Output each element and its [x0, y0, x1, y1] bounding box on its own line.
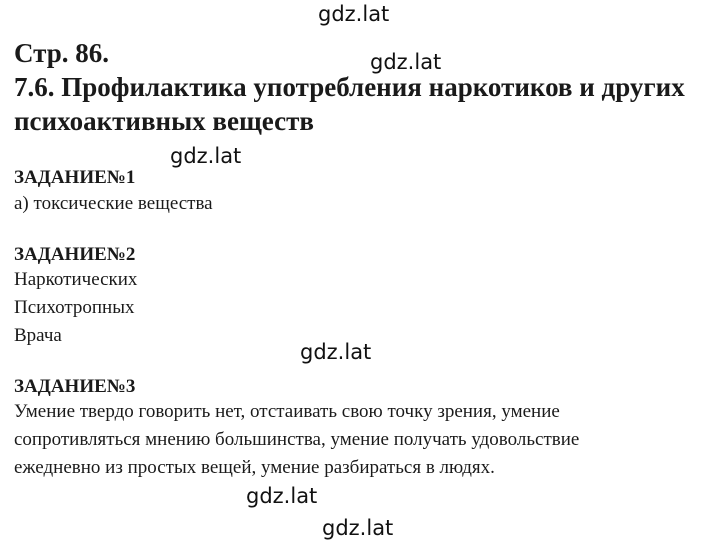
answer-line: а) токсические вещества	[14, 193, 213, 214]
task-2-answer	[14, 266, 137, 350]
watermark: gdz.lat	[246, 484, 318, 508]
answer-line: Наркотических	[14, 269, 138, 290]
task-1-answer	[14, 190, 213, 218]
watermark: gdz.lat	[318, 2, 390, 26]
section-title-line-2: психоактивных веществ	[14, 106, 314, 136]
task-3-heading: ЗАДАНИЕ№3	[14, 376, 136, 397]
answer-line: Умение твердо говорить нет, отстаивать свою точку зрения, умение	[14, 401, 560, 422]
watermark: gdz.lat	[370, 50, 442, 74]
answer-line: Врача	[14, 325, 62, 346]
section-title	[14, 70, 714, 138]
task-2-heading: ЗАДАНИЕ№2	[14, 244, 136, 265]
answer-line: сопротивляться мнению большинства, умение получать удовольствие	[14, 429, 580, 450]
answer-line: Психотропных	[14, 297, 135, 318]
watermark: gdz.lat	[322, 516, 394, 540]
page-label: Стр. 86.	[14, 38, 110, 68]
watermark: gdz.lat	[170, 144, 242, 168]
answer-line: ежедневно из простых вещей, умение разбираться в людях.	[14, 457, 495, 478]
task-3-answer	[14, 398, 579, 482]
watermark: gdz.lat	[300, 340, 372, 364]
task-1-heading: ЗАДАНИЕ№1	[14, 167, 136, 188]
section-title-line-1: 7.6. Профилактика употребления наркотиков и других	[14, 72, 685, 102]
